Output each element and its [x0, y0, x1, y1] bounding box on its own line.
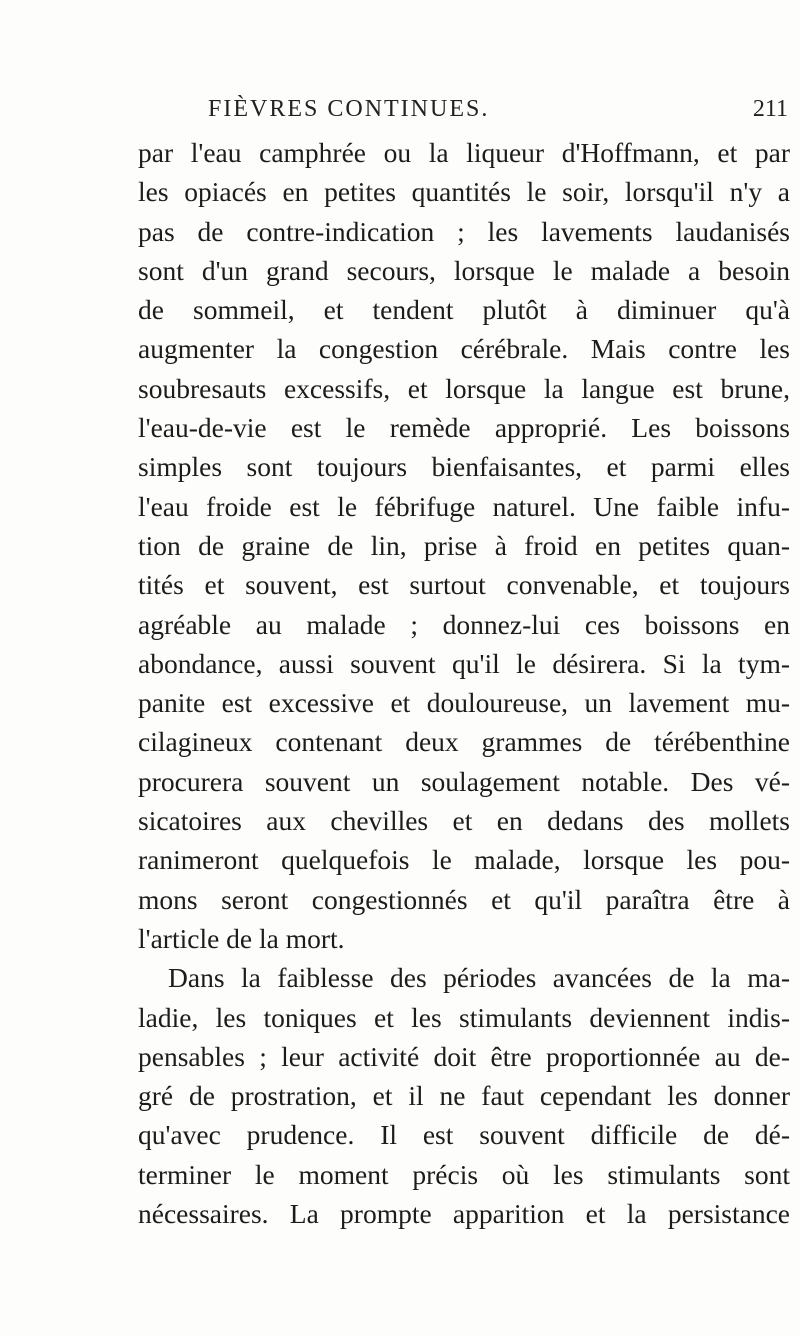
text-line: gré de prostration, et il ne faut cependant les donner: [138, 1080, 790, 1112]
text-line: de sommeil, et tendent plutôt à diminuer qu'à: [138, 294, 790, 326]
page-body-text: [138, 133, 790, 1233]
text-line: soubresauts excessifs, et lorsque la langue est brune,: [138, 372, 790, 404]
text-line: cilagineux contenant deux grammes de térébenthine: [138, 726, 790, 758]
text-line: abondance, aussi souvent qu'il le désirera. Si la tym-: [138, 647, 790, 679]
text-line: tités et souvent, est surtout convenable, et toujours: [138, 569, 790, 601]
text-line: augmenter la congestion cérébrale. Mais contre les: [138, 333, 790, 365]
text-line: pas de contre-indication ; les lavements laudanisés: [138, 215, 790, 247]
text-line: ladie, les toniques et les stimulants deviennent indis-: [138, 1001, 790, 1033]
running-title: FIÈVRES CONTINUES.: [208, 96, 490, 122]
text-line: mons seront congestionnés et qu'il paraîtra être à: [138, 883, 790, 915]
text-line: nécessaires. La prompte apparition et la persistance: [138, 1198, 790, 1230]
text-line: par l'eau camphrée ou la liqueur d'Hoffmann, et par: [138, 137, 790, 168]
text-line: tion de graine de lin, prise à froid en petites quan-: [138, 529, 790, 561]
text-line: simples sont toujours bienfaisantes, et parmi elles: [138, 451, 790, 483]
paragraph-end-line: l'article de la mort.: [138, 922, 345, 954]
text-line: panite est excessive et douloureuse, un lavement mu-: [138, 687, 790, 719]
text-line: l'eau-de-vie est le remède approprié. Les boissons: [138, 412, 790, 444]
text-line: sicatoires aux chevilles et en dedans des mollets: [138, 805, 790, 837]
page-header: [208, 96, 788, 130]
text-line: procurera souvent un soulagement notable. Des vé-: [138, 765, 790, 797]
text-line: les opiacés en petites quantités le soir, lorsqu'il n'y a: [138, 176, 790, 208]
text-line: l'eau froide est le fébrifuge naturel. Une faible infu-: [138, 490, 790, 522]
text-line: sont d'un grand secours, lorsque le malade a besoin: [138, 254, 790, 286]
page-number: 211: [752, 96, 788, 122]
text-line: ranimeront quelquefois le malade, lorsque les pou-: [138, 844, 790, 876]
text-line: terminer le moment précis où les stimulants sont: [138, 1158, 790, 1190]
text-line: pensables ; leur activité doit être proportionnée au de-: [138, 1040, 790, 1072]
text-line: agréable au malade ; donnez-lui ces boissons en: [138, 608, 790, 640]
text-line: qu'avec prudence. Il est souvent difficile de dé-: [138, 1119, 790, 1151]
paragraph-start-line: Dans la faiblesse des périodes avancées de la ma-: [168, 962, 790, 994]
